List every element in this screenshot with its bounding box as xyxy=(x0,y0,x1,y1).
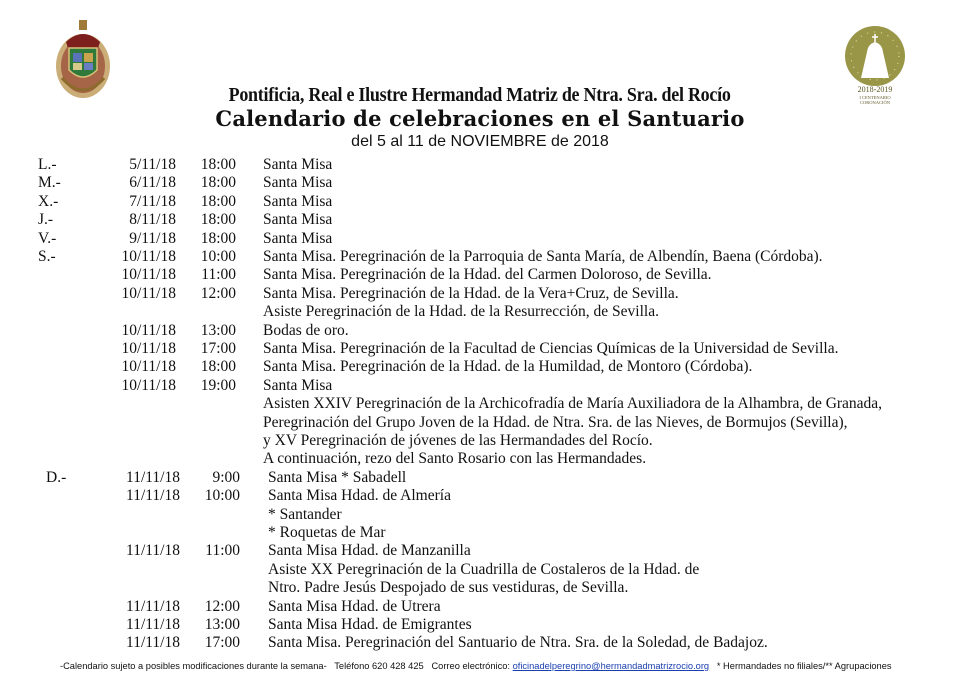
schedule-description: Santa Misa xyxy=(263,229,333,247)
schedule-description: y XV Peregrinación de jóvenes de las Hermandades del Rocío. xyxy=(263,432,653,449)
schedule-date: 6/11/18 xyxy=(129,174,176,192)
schedule-description: Santa Misa xyxy=(263,211,333,229)
schedule-description: Santa Misa xyxy=(263,174,333,192)
schedule-date: 11/11/18 xyxy=(126,487,180,505)
schedule-description: Ntro. Padre Jesús Despojado de sus vestiduras, de Sevilla. xyxy=(268,579,629,597)
emblem-line1: I CENTENARIO xyxy=(859,95,891,100)
schedule-time: 13:00 xyxy=(204,616,240,633)
schedule-description: Santa Misa. Peregrinación de la Facultad de Ciencias Químicas de la Universidad de Sevilla. xyxy=(263,340,839,357)
schedule-date: 10/11/18 xyxy=(121,340,176,357)
schedule-date: 11/11/18 xyxy=(126,616,180,633)
schedule-description: * Roquetas de Mar xyxy=(268,524,386,541)
schedule-description: Bodas de oro. xyxy=(263,321,349,339)
footer-email-label: Correo electrónico: xyxy=(431,661,510,671)
schedule-description: Santa Misa. Peregrinación de la Hdad. de la Humildad, de Montoro (Córdoba). xyxy=(263,358,753,376)
schedule-description: Santa Misa. Peregrinación de la Hdad. de la Vera+Cruz, de Sevilla. xyxy=(263,284,679,302)
schedule-time: 18:00 xyxy=(200,229,236,247)
schedule-date: 10/11/18 xyxy=(121,358,176,376)
schedule-day: S.- xyxy=(38,248,56,265)
footer-note: * Hermandades no filiales/** Agrupaciones xyxy=(716,661,892,671)
schedule-description: Santa Misa Hdad. de Manzanilla xyxy=(268,542,471,560)
schedule-time: 18:00 xyxy=(200,174,236,192)
emblem-years: 2018-2019 xyxy=(857,85,893,94)
schedule-description: Asiste XX Peregrinación de la Cuadrilla de Costaleros de la Hdad. de xyxy=(268,560,700,578)
schedule-description: Santa Misa Hdad. de Utrera xyxy=(268,597,441,615)
schedule-day: X.- xyxy=(38,192,59,210)
schedule-description: Santa Misa xyxy=(263,192,333,210)
schedule-time: 12:00 xyxy=(200,284,236,302)
schedule-description: Santa Misa xyxy=(263,156,333,173)
footer-email-link[interactable]: oficinadelperegrino@hermandadmatrizrocio.org xyxy=(512,661,710,671)
footer-phone: Teléfono 620 428 425 xyxy=(334,661,424,671)
schedule-time: 18:00 xyxy=(200,192,236,210)
schedule-date: 11/11/18 xyxy=(126,597,180,615)
schedule-day: J.- xyxy=(38,211,54,229)
schedule-date: 11/11/18 xyxy=(126,468,180,486)
schedule-description: Santa Misa Hdad. de Emigrantes xyxy=(268,616,472,633)
schedule-date: 11/11/18 xyxy=(126,634,180,652)
schedule-description: Santa Misa xyxy=(263,376,333,394)
footer xyxy=(60,661,892,671)
schedule-description: Santa Misa. Peregrinación de la Hdad. del Carmen Doloroso, de Sevilla. xyxy=(263,266,712,284)
schedule-time: 19:00 xyxy=(200,376,236,394)
schedule-time: 18:00 xyxy=(200,211,236,229)
schedule-time: 11:00 xyxy=(201,266,236,284)
schedule-description: Santa Misa Hdad. de Almería xyxy=(268,487,451,505)
schedule-description: * Santander xyxy=(268,505,342,523)
schedule-description: Santa Misa. Peregrinación del Santuario de Ntra. Sra. de la Soledad, de Badajoz. xyxy=(268,634,768,652)
schedule-date: 10/11/18 xyxy=(121,321,176,339)
schedule-day: D.- xyxy=(46,468,67,486)
schedule-description: A continuación, rezo del Santo Rosario con las Hermandades. xyxy=(263,450,647,468)
schedule-date: 10/11/18 xyxy=(121,284,176,302)
schedule-time: 10:00 xyxy=(200,248,236,265)
schedule-date: 10/11/18 xyxy=(121,376,176,394)
schedule-description: Santa Misa * Sabadell xyxy=(268,468,407,486)
schedule-date: 10/11/18 xyxy=(121,266,176,284)
schedule-time: 12:00 xyxy=(204,597,240,615)
schedule-day: M.- xyxy=(38,174,61,192)
emblem-line2: CORONACIÓN xyxy=(859,100,891,105)
schedule-date: 10/11/18 xyxy=(121,248,176,265)
schedule-day: V.- xyxy=(38,229,57,247)
schedule-time: 18:00 xyxy=(200,156,236,173)
schedule-date: 8/11/18 xyxy=(129,211,176,229)
page-title: Calendario de celebraciones en el Santuario xyxy=(215,106,745,131)
organization-name: Pontificia, Real e Ilustre Hermandad Matriz de Ntra. Sra. del Rocío xyxy=(228,84,731,106)
schedule-date: 5/11/18 xyxy=(129,156,176,173)
schedule-description: Asisten XXIV Peregrinación de la Archicofradía de María Auxiliadora de la Alhambra, de Granada, xyxy=(263,395,883,413)
schedule-description: Peregrinación del Grupo Joven de la Hdad. de Ntra. Sra. de las Nieves, de Bormujos (Sevilla), xyxy=(263,413,848,431)
schedule-date: 9/11/18 xyxy=(129,229,176,247)
schedule-description: Asiste Peregrinación de la Hdad. de la Resurrección, de Sevilla. xyxy=(263,303,659,321)
schedule-date: 7/11/18 xyxy=(129,192,176,210)
schedule-time: 9:00 xyxy=(212,468,240,486)
footer-disclaimer: -Calendario sujeto a posibles modificaciones durante la semana- xyxy=(60,661,327,671)
schedule-date: 11/11/18 xyxy=(126,542,180,560)
schedule-description: Santa Misa. Peregrinación de la Parroquia de Santa María, de Albendín, Baena (Córdoba). xyxy=(263,248,823,265)
schedule-time: 10:00 xyxy=(204,487,240,505)
date-range-subtitle: del 5 al 11 de NOVIEMBRE de 2018 xyxy=(351,133,609,150)
schedule-time: 13:00 xyxy=(200,321,236,339)
schedule-time: 17:00 xyxy=(204,634,240,652)
schedule-time: 18:00 xyxy=(200,358,236,376)
schedule-day: L.- xyxy=(38,156,57,173)
schedule-time: 11:00 xyxy=(205,542,240,560)
schedule-time: 17:00 xyxy=(200,340,236,357)
